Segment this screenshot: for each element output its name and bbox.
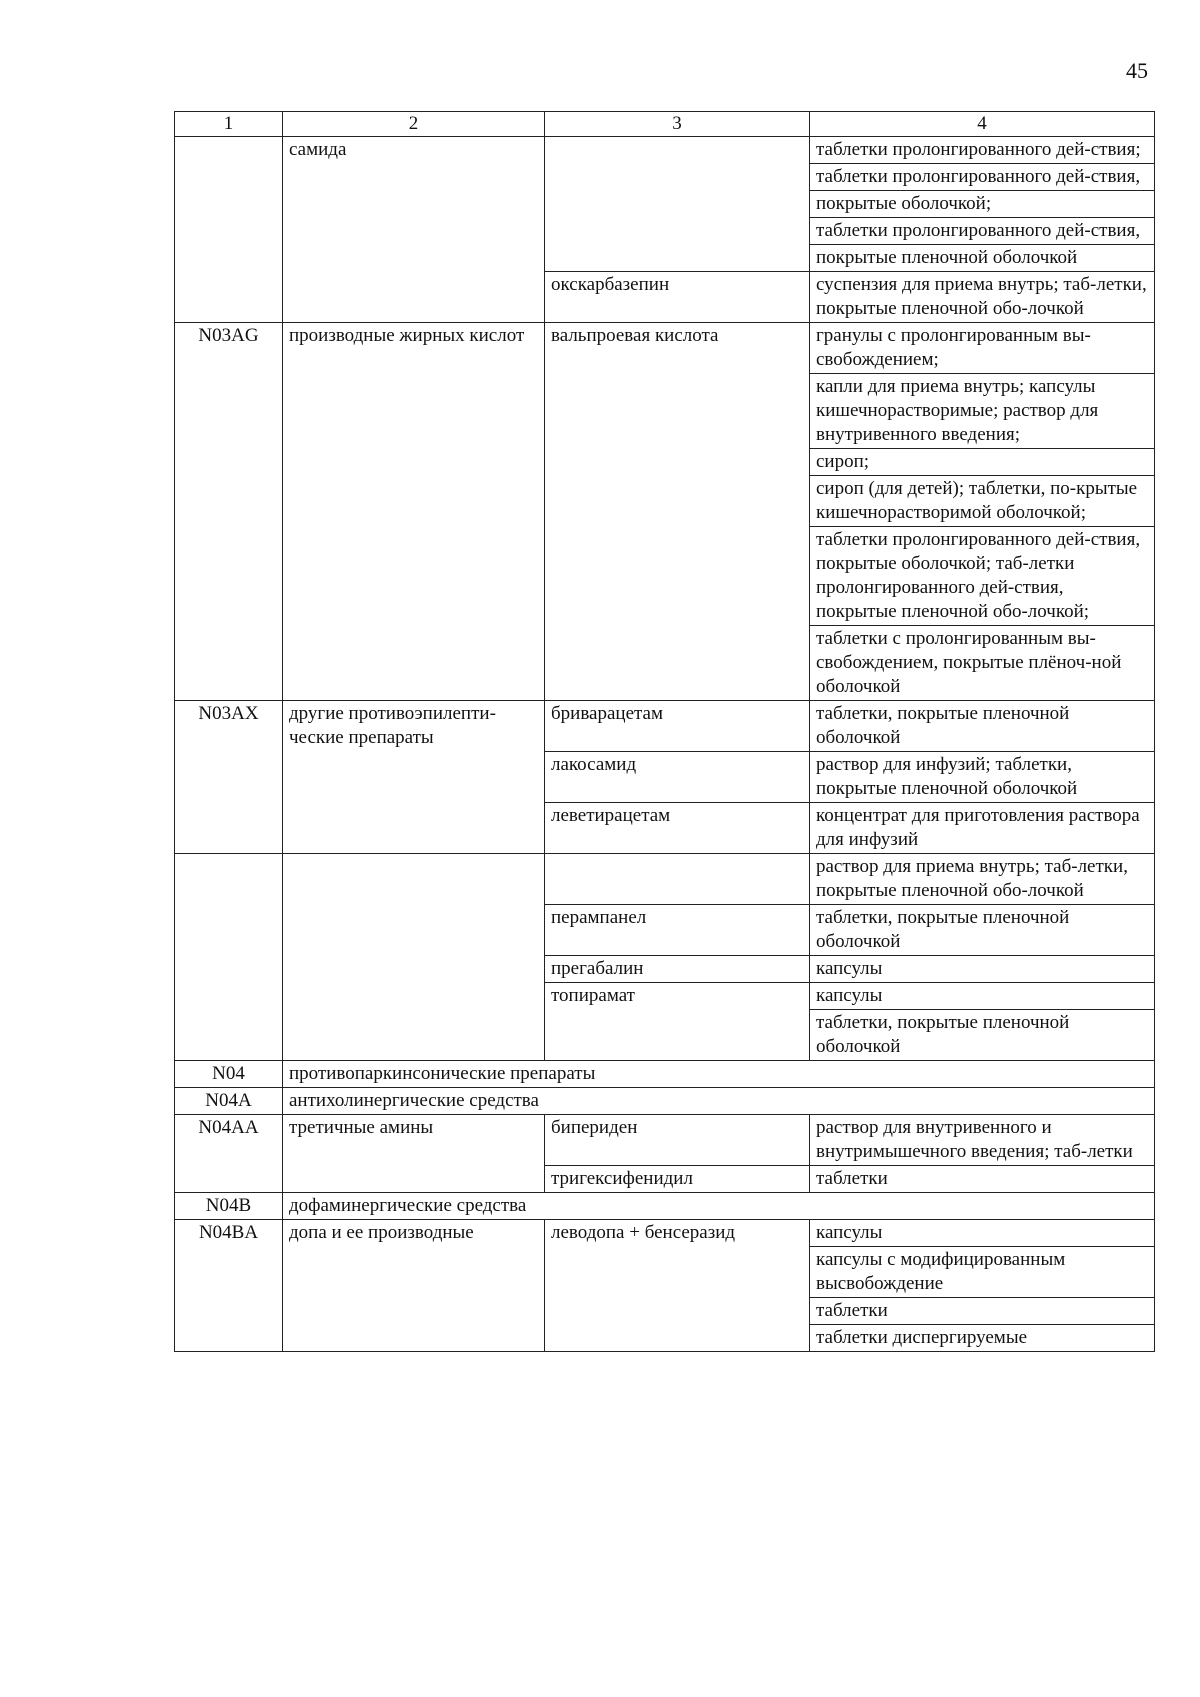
form-cell: гранулы с пролонгированным вы-свобождением; [810, 323, 1155, 374]
form-cell: капсулы с модифицированным высвобождение [810, 1247, 1155, 1298]
table-row [175, 854, 1155, 905]
form-cell: покрытые оболочкой; [810, 191, 1155, 218]
group-cell: другие противоэпилепти-ческие препараты [283, 701, 545, 854]
group-cell: противопаркинсонические препараты [283, 1061, 1155, 1088]
drug-cell [545, 854, 810, 905]
form-cell: таблетки диспергируемые [810, 1325, 1155, 1352]
column-header: 4 [810, 112, 1155, 137]
form-cell: раствор для инфузий; таблетки, покрытые пленочной оболочкой [810, 752, 1155, 803]
atc-code-cell: N04 [175, 1061, 283, 1088]
form-cell: капсулы [810, 1220, 1155, 1247]
form-cell: таблетки [810, 1166, 1155, 1193]
form-cell: покрытые пленочной оболочкой [810, 245, 1155, 272]
drug-cell: прегабалин [545, 956, 810, 983]
atc-code-cell [175, 137, 283, 323]
form-cell: концентрат для приготовления раствора для инфузий [810, 803, 1155, 854]
form-cell: таблетки пролонгированного дей-ствия; [810, 137, 1155, 164]
table-row [175, 1115, 1155, 1166]
atc-code-cell: N04BA [175, 1220, 283, 1352]
form-cell: таблетки, покрытые пленочной оболочкой [810, 701, 1155, 752]
atc-code-cell: N04A [175, 1088, 283, 1115]
drug-cell: вальпроевая кислота [545, 323, 810, 701]
table-row [175, 1088, 1155, 1115]
group-cell [283, 854, 545, 1061]
form-cell: таблетки, покрытые пленочной оболочкой [810, 905, 1155, 956]
form-cell: суспензия для приема внутрь; таб-летки, покрытые пленочной обо-лочкой [810, 272, 1155, 323]
form-cell: таблетки пролонгированного дей-ствия, [810, 218, 1155, 245]
drug-cell: леветирацетам [545, 803, 810, 854]
drug-cell: леводопа + бенсеразид [545, 1220, 810, 1352]
group-cell: производные жирных кислот [283, 323, 545, 701]
group-cell: допа и ее производные [283, 1220, 545, 1352]
page-number: 45 [1126, 58, 1148, 83]
group-cell: самида [283, 137, 545, 323]
atc-code-cell: N04B [175, 1193, 283, 1220]
atc-code-cell: N04AA [175, 1115, 283, 1193]
form-cell: раствор для приема внутрь; таб-летки, покрытые пленочной обо-лочкой [810, 854, 1155, 905]
atc-code-cell [175, 854, 283, 1061]
table-row [175, 1061, 1155, 1088]
table-row [175, 1220, 1155, 1247]
column-header: 3 [545, 112, 810, 137]
drug-cell [545, 137, 810, 272]
form-cell: сироп; [810, 449, 1155, 476]
form-cell: таблетки, покрытые пленочной оболочкой [810, 1010, 1155, 1061]
group-cell: дофаминергические средства [283, 1193, 1155, 1220]
column-header: 1 [175, 112, 283, 137]
drug-cell: топирамат [545, 983, 810, 1061]
table-row [175, 323, 1155, 374]
table-header-row [175, 112, 1155, 137]
drug-cell: перампанел [545, 905, 810, 956]
form-cell: таблетки пролонгированного дей-ствия, покрытые оболочкой; таб-летки пролонгированного дей-ствия, покрытые пленочной обо-лочкой; [810, 527, 1155, 626]
group-cell: антихолинергические средства [283, 1088, 1155, 1115]
drug-cell: окскарбазепин [545, 272, 810, 323]
drug-table [174, 111, 1155, 1352]
form-cell: сироп (для детей); таблетки, по-крытые кишечнорастворимой оболочкой; [810, 476, 1155, 527]
form-cell: таблетки с пролонгированным вы-свобождением, покрытые плёноч-ной оболочкой [810, 626, 1155, 701]
drug-cell: тригексифенидил [545, 1166, 810, 1193]
drug-cell: лакосамид [545, 752, 810, 803]
form-cell: капсулы [810, 983, 1155, 1010]
form-cell: капли для приема внутрь; капсулы кишечнорастворимые; раствор для внутривенного введения; [810, 374, 1155, 449]
form-cell: таблетки [810, 1298, 1155, 1325]
table-row [175, 137, 1155, 164]
group-cell: третичные амины [283, 1115, 545, 1193]
form-cell: таблетки пролонгированного дей-ствия, [810, 164, 1155, 191]
atc-code-cell: N03AX [175, 701, 283, 854]
form-cell: раствор для внутривенного и внутримышечного введения; таб-летки [810, 1115, 1155, 1166]
form-cell: капсулы [810, 956, 1155, 983]
atc-code-cell: N03AG [175, 323, 283, 701]
drug-cell: бриварацетам [545, 701, 810, 752]
drug-cell: бипериден [545, 1115, 810, 1166]
table-row [175, 1193, 1155, 1220]
column-header: 2 [283, 112, 545, 137]
table-row [175, 701, 1155, 752]
